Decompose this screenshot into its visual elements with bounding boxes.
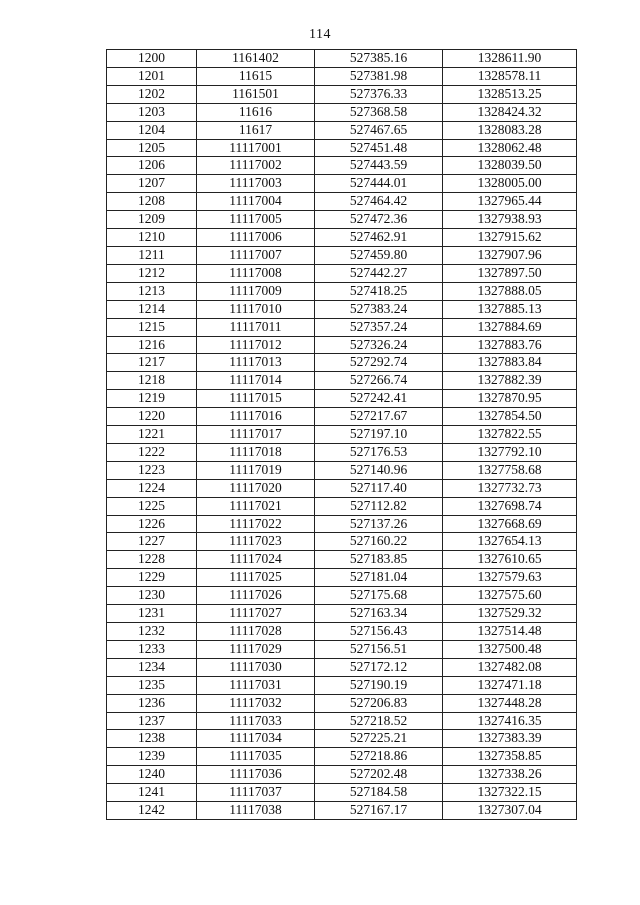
table-row <box>107 605 577 623</box>
table-row <box>107 103 577 121</box>
x-coordinate-cell: 527163.34 <box>315 605 443 623</box>
point-id-cell: 11117010 <box>197 300 315 318</box>
point-id-cell: 11117028 <box>197 623 315 641</box>
y-coordinate-cell: 1327338.26 <box>443 766 577 784</box>
point-id-cell: 11117021 <box>197 497 315 515</box>
coordinates-table-container <box>106 49 576 820</box>
row-index-cell: 1211 <box>107 246 197 264</box>
point-id-cell: 11117035 <box>197 748 315 766</box>
y-coordinate-cell: 1327758.68 <box>443 461 577 479</box>
row-index-cell: 1237 <box>107 712 197 730</box>
row-index-cell: 1218 <box>107 372 197 390</box>
y-coordinate-cell: 1328578.11 <box>443 67 577 85</box>
table-row <box>107 282 577 300</box>
row-index-cell: 1217 <box>107 354 197 372</box>
table-row <box>107 408 577 426</box>
table-row <box>107 50 577 68</box>
y-coordinate-cell: 1327575.60 <box>443 587 577 605</box>
row-index-cell: 1231 <box>107 605 197 623</box>
table-row <box>107 676 577 694</box>
row-index-cell: 1241 <box>107 784 197 802</box>
y-coordinate-cell: 1327792.10 <box>443 443 577 461</box>
table-row <box>107 569 577 587</box>
row-index-cell: 1229 <box>107 569 197 587</box>
table-row <box>107 426 577 444</box>
y-coordinate-cell: 1327471.18 <box>443 676 577 694</box>
point-id-cell: 11117023 <box>197 533 315 551</box>
y-coordinate-cell: 1327307.04 <box>443 802 577 820</box>
y-coordinate-cell: 1327448.28 <box>443 694 577 712</box>
x-coordinate-cell: 527451.48 <box>315 139 443 157</box>
row-index-cell: 1209 <box>107 211 197 229</box>
x-coordinate-cell: 527357.24 <box>315 318 443 336</box>
y-coordinate-cell: 1327514.48 <box>443 623 577 641</box>
row-index-cell: 1201 <box>107 67 197 85</box>
x-coordinate-cell: 527376.33 <box>315 85 443 103</box>
point-id-cell: 11117016 <box>197 408 315 426</box>
row-index-cell: 1205 <box>107 139 197 157</box>
y-coordinate-cell: 1327888.05 <box>443 282 577 300</box>
table-row <box>107 318 577 336</box>
point-id-cell: 11615 <box>197 67 315 85</box>
row-index-cell: 1215 <box>107 318 197 336</box>
point-id-cell: 11117011 <box>197 318 315 336</box>
point-id-cell: 11117033 <box>197 712 315 730</box>
point-id-cell: 11117025 <box>197 569 315 587</box>
x-coordinate-cell: 527418.25 <box>315 282 443 300</box>
y-coordinate-cell: 1327884.69 <box>443 318 577 336</box>
y-coordinate-cell: 1327482.08 <box>443 658 577 676</box>
point-id-cell: 11117017 <box>197 426 315 444</box>
x-coordinate-cell: 527160.22 <box>315 533 443 551</box>
table-row <box>107 587 577 605</box>
x-coordinate-cell: 527202.48 <box>315 766 443 784</box>
x-coordinate-cell: 527218.86 <box>315 748 443 766</box>
point-id-cell: 11117009 <box>197 282 315 300</box>
table-row <box>107 390 577 408</box>
page-number: 114 <box>309 27 331 42</box>
table-row <box>107 85 577 103</box>
x-coordinate-cell: 527443.59 <box>315 157 443 175</box>
table-row <box>107 551 577 569</box>
y-coordinate-cell: 1327885.13 <box>443 300 577 318</box>
y-coordinate-cell: 1327732.73 <box>443 479 577 497</box>
table-row <box>107 640 577 658</box>
table-row <box>107 229 577 247</box>
y-coordinate-cell: 1327579.63 <box>443 569 577 587</box>
row-index-cell: 1221 <box>107 426 197 444</box>
x-coordinate-cell: 527225.21 <box>315 730 443 748</box>
table-row <box>107 67 577 85</box>
table-row <box>107 211 577 229</box>
table-row <box>107 658 577 676</box>
row-index-cell: 1206 <box>107 157 197 175</box>
y-coordinate-cell: 1328005.00 <box>443 175 577 193</box>
y-coordinate-cell: 1327610.65 <box>443 551 577 569</box>
x-coordinate-cell: 527175.68 <box>315 587 443 605</box>
row-index-cell: 1208 <box>107 193 197 211</box>
row-index-cell: 1210 <box>107 229 197 247</box>
y-coordinate-cell: 1328513.25 <box>443 85 577 103</box>
y-coordinate-cell: 1327897.50 <box>443 264 577 282</box>
row-index-cell: 1222 <box>107 443 197 461</box>
table-row <box>107 694 577 712</box>
point-id-cell: 11117018 <box>197 443 315 461</box>
point-id-cell: 11117001 <box>197 139 315 157</box>
row-index-cell: 1239 <box>107 748 197 766</box>
row-index-cell: 1223 <box>107 461 197 479</box>
x-coordinate-cell: 527444.01 <box>315 175 443 193</box>
y-coordinate-cell: 1327883.76 <box>443 336 577 354</box>
y-coordinate-cell: 1327938.93 <box>443 211 577 229</box>
row-index-cell: 1233 <box>107 640 197 658</box>
y-coordinate-cell: 1327883.84 <box>443 354 577 372</box>
row-index-cell: 1232 <box>107 623 197 641</box>
table-row <box>107 175 577 193</box>
y-coordinate-cell: 1328083.28 <box>443 121 577 139</box>
x-coordinate-cell: 527472.36 <box>315 211 443 229</box>
y-coordinate-cell: 1327358.85 <box>443 748 577 766</box>
point-id-cell: 11117031 <box>197 676 315 694</box>
point-id-cell: 1161501 <box>197 85 315 103</box>
table-row <box>107 533 577 551</box>
x-coordinate-cell: 527292.74 <box>315 354 443 372</box>
row-index-cell: 1207 <box>107 175 197 193</box>
table-body <box>107 50 577 820</box>
point-id-cell: 11117002 <box>197 157 315 175</box>
table-row <box>107 264 577 282</box>
y-coordinate-cell: 1328062.48 <box>443 139 577 157</box>
y-coordinate-cell: 1327854.50 <box>443 408 577 426</box>
table-row <box>107 712 577 730</box>
row-index-cell: 1213 <box>107 282 197 300</box>
table-row <box>107 246 577 264</box>
x-coordinate-cell: 527242.41 <box>315 390 443 408</box>
point-id-cell: 11117020 <box>197 479 315 497</box>
x-coordinate-cell: 527181.04 <box>315 569 443 587</box>
x-coordinate-cell: 527176.53 <box>315 443 443 461</box>
x-coordinate-cell: 527218.52 <box>315 712 443 730</box>
table-row <box>107 372 577 390</box>
y-coordinate-cell: 1327654.13 <box>443 533 577 551</box>
row-index-cell: 1230 <box>107 587 197 605</box>
row-index-cell: 1236 <box>107 694 197 712</box>
point-id-cell: 11117034 <box>197 730 315 748</box>
x-coordinate-cell: 527183.85 <box>315 551 443 569</box>
x-coordinate-cell: 527140.96 <box>315 461 443 479</box>
x-coordinate-cell: 527467.65 <box>315 121 443 139</box>
y-coordinate-cell: 1327882.39 <box>443 372 577 390</box>
point-id-cell: 11117022 <box>197 515 315 533</box>
point-id-cell: 11117012 <box>197 336 315 354</box>
point-id-cell: 11117030 <box>197 658 315 676</box>
y-coordinate-cell: 1327416.35 <box>443 712 577 730</box>
point-id-cell: 11117036 <box>197 766 315 784</box>
x-coordinate-cell: 527184.58 <box>315 784 443 802</box>
point-id-cell: 11117008 <box>197 264 315 282</box>
row-index-cell: 1200 <box>107 50 197 68</box>
y-coordinate-cell: 1327915.62 <box>443 229 577 247</box>
x-coordinate-cell: 527206.83 <box>315 694 443 712</box>
row-index-cell: 1240 <box>107 766 197 784</box>
point-id-cell: 11117006 <box>197 229 315 247</box>
row-index-cell: 1226 <box>107 515 197 533</box>
point-id-cell: 11117014 <box>197 372 315 390</box>
x-coordinate-cell: 527167.17 <box>315 802 443 820</box>
row-index-cell: 1203 <box>107 103 197 121</box>
row-index-cell: 1227 <box>107 533 197 551</box>
table-row <box>107 479 577 497</box>
table-row <box>107 623 577 641</box>
table-row <box>107 300 577 318</box>
y-coordinate-cell: 1328611.90 <box>443 50 577 68</box>
table-row <box>107 730 577 748</box>
table-row <box>107 157 577 175</box>
table-row <box>107 354 577 372</box>
x-coordinate-cell: 527462.91 <box>315 229 443 247</box>
row-index-cell: 1219 <box>107 390 197 408</box>
x-coordinate-cell: 527326.24 <box>315 336 443 354</box>
row-index-cell: 1224 <box>107 479 197 497</box>
row-index-cell: 1238 <box>107 730 197 748</box>
point-id-cell: 11117027 <box>197 605 315 623</box>
point-id-cell: 11117015 <box>197 390 315 408</box>
x-coordinate-cell: 527156.51 <box>315 640 443 658</box>
x-coordinate-cell: 527266.74 <box>315 372 443 390</box>
row-index-cell: 1212 <box>107 264 197 282</box>
y-coordinate-cell: 1328039.50 <box>443 157 577 175</box>
point-id-cell: 11117004 <box>197 193 315 211</box>
point-id-cell: 11617 <box>197 121 315 139</box>
y-coordinate-cell: 1327383.39 <box>443 730 577 748</box>
point-id-cell: 11117032 <box>197 694 315 712</box>
row-index-cell: 1228 <box>107 551 197 569</box>
row-index-cell: 1204 <box>107 121 197 139</box>
y-coordinate-cell: 1327529.32 <box>443 605 577 623</box>
table-row <box>107 802 577 820</box>
y-coordinate-cell: 1327870.95 <box>443 390 577 408</box>
point-id-cell: 11117038 <box>197 802 315 820</box>
x-coordinate-cell: 527442.27 <box>315 264 443 282</box>
row-index-cell: 1214 <box>107 300 197 318</box>
table-row <box>107 784 577 802</box>
x-coordinate-cell: 527383.24 <box>315 300 443 318</box>
x-coordinate-cell: 527137.26 <box>315 515 443 533</box>
point-id-cell: 11117007 <box>197 246 315 264</box>
table-row <box>107 443 577 461</box>
y-coordinate-cell: 1327907.96 <box>443 246 577 264</box>
table-row <box>107 121 577 139</box>
x-coordinate-cell: 527381.98 <box>315 67 443 85</box>
y-coordinate-cell: 1327698.74 <box>443 497 577 515</box>
row-index-cell: 1234 <box>107 658 197 676</box>
point-id-cell: 11117024 <box>197 551 315 569</box>
row-index-cell: 1225 <box>107 497 197 515</box>
point-id-cell: 11117029 <box>197 640 315 658</box>
y-coordinate-cell: 1327500.48 <box>443 640 577 658</box>
table-row <box>107 748 577 766</box>
x-coordinate-cell: 527117.40 <box>315 479 443 497</box>
y-coordinate-cell: 1327322.15 <box>443 784 577 802</box>
y-coordinate-cell: 1327822.55 <box>443 426 577 444</box>
x-coordinate-cell: 527464.42 <box>315 193 443 211</box>
x-coordinate-cell: 527156.43 <box>315 623 443 641</box>
y-coordinate-cell: 1328424.32 <box>443 103 577 121</box>
x-coordinate-cell: 527190.19 <box>315 676 443 694</box>
x-coordinate-cell: 527368.58 <box>315 103 443 121</box>
x-coordinate-cell: 527172.12 <box>315 658 443 676</box>
point-id-cell: 11117003 <box>197 175 315 193</box>
row-index-cell: 1220 <box>107 408 197 426</box>
x-coordinate-cell: 527385.16 <box>315 50 443 68</box>
y-coordinate-cell: 1327965.44 <box>443 193 577 211</box>
table-row <box>107 766 577 784</box>
table-row <box>107 497 577 515</box>
table-row <box>107 139 577 157</box>
x-coordinate-cell: 527459.80 <box>315 246 443 264</box>
row-index-cell: 1235 <box>107 676 197 694</box>
x-coordinate-cell: 527112.82 <box>315 497 443 515</box>
table-row <box>107 461 577 479</box>
table-row <box>107 336 577 354</box>
point-id-cell: 11616 <box>197 103 315 121</box>
table-row <box>107 515 577 533</box>
point-id-cell: 11117005 <box>197 211 315 229</box>
table-row <box>107 193 577 211</box>
point-id-cell: 11117013 <box>197 354 315 372</box>
point-id-cell: 11117019 <box>197 461 315 479</box>
coordinates-table <box>106 49 577 820</box>
point-id-cell: 11117026 <box>197 587 315 605</box>
y-coordinate-cell: 1327668.69 <box>443 515 577 533</box>
x-coordinate-cell: 527197.10 <box>315 426 443 444</box>
x-coordinate-cell: 527217.67 <box>315 408 443 426</box>
point-id-cell: 1161402 <box>197 50 315 68</box>
row-index-cell: 1242 <box>107 802 197 820</box>
row-index-cell: 1216 <box>107 336 197 354</box>
point-id-cell: 11117037 <box>197 784 315 802</box>
row-index-cell: 1202 <box>107 85 197 103</box>
